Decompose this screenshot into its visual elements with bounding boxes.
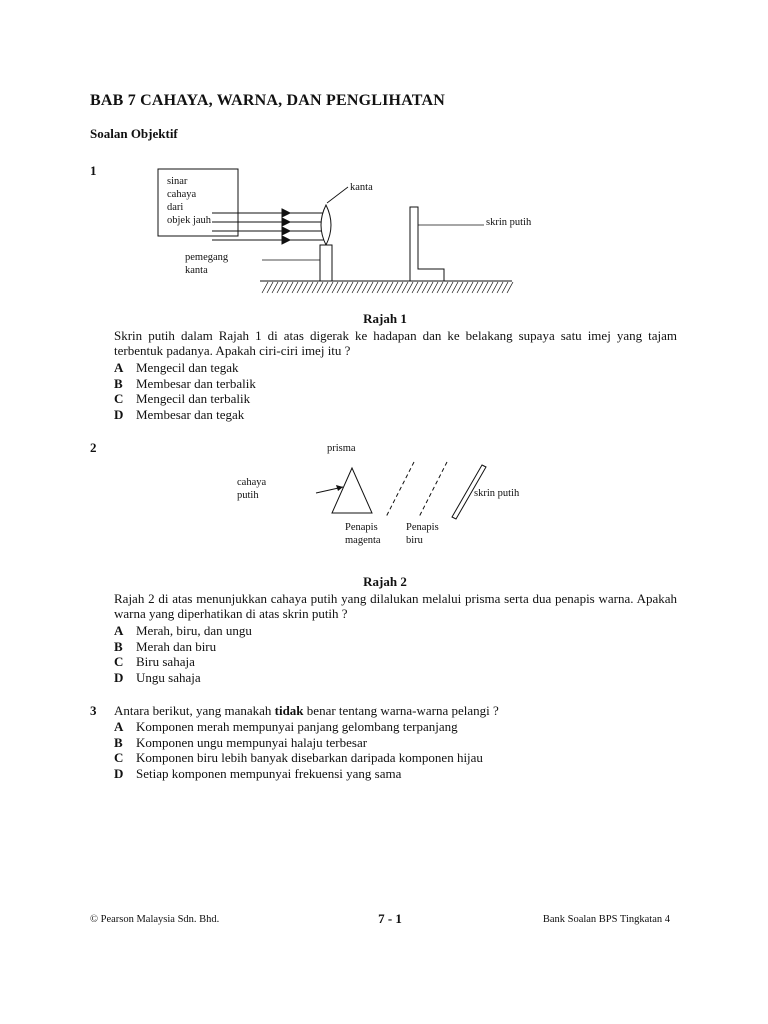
hatch-line — [407, 282, 413, 293]
hatch-line — [327, 282, 333, 293]
hatch-line — [312, 282, 318, 293]
lens-holder — [320, 245, 332, 281]
question-2-text: Rajah 2 di atas menunjukkan cahaya putih yang dilalukan melalui prisma serta dua penapis warna. Apakah warna yang diperhatikan di atas skrin putih ? — [114, 591, 677, 621]
hatch-line — [502, 282, 508, 293]
prism-label: prisma — [327, 443, 356, 454]
light-rays — [212, 209, 328, 244]
hatch-line — [337, 282, 343, 293]
hatch-line — [412, 282, 418, 293]
hatch-line — [342, 282, 348, 293]
hatch-line — [477, 282, 483, 293]
option-1d[interactable]: D Membesar dan tegak — [114, 406, 245, 422]
figure-2-caption: Rajah 2 — [363, 574, 407, 589]
option-1a[interactable]: A Mengecil dan tegak — [114, 360, 239, 375]
lens-label: kanta — [350, 182, 373, 193]
hatch-line — [352, 282, 358, 293]
hatch-line — [487, 282, 493, 293]
question-3-number: 3 — [90, 703, 97, 718]
option-2d[interactable]: D Ungu sahaja — [114, 669, 201, 685]
hatch-line — [427, 282, 433, 293]
figure-1-caption: Rajah 1 — [363, 311, 407, 326]
hatch-line — [422, 282, 428, 293]
screen-label-2: skrin putih — [474, 488, 520, 499]
hatch-line — [467, 282, 473, 293]
option-3a[interactable]: A Komponen merah mempunyai panjang gelombang terpanjang — [114, 719, 458, 734]
white-light-label: cahaya putih — [237, 477, 267, 501]
question-2-options — [114, 623, 252, 685]
question-1-options — [114, 360, 256, 422]
hatch-line — [357, 282, 363, 293]
blue-filter-label: Penapis biru — [406, 522, 439, 546]
hatch-line — [397, 282, 403, 293]
screen-shape — [410, 207, 444, 281]
hatch-line — [317, 282, 323, 293]
question-3-options — [114, 719, 483, 781]
hatch-line — [437, 282, 443, 293]
hatch-line — [372, 282, 378, 293]
hatch-line — [382, 282, 388, 293]
option-2b[interactable]: B Merah dan biru — [114, 638, 217, 654]
question-2-number: 2 — [90, 440, 97, 455]
question-1-text: Skrin putih dalam Rajah 1 di atas digerak ke hadapan dan ke belakang supaya satu imej yang tajam terbentuk padanya. Apakah ciri-ciri imej itu ? — [114, 328, 677, 358]
hatch-line — [462, 282, 468, 293]
hatch-line — [492, 282, 498, 293]
option-3d[interactable]: D Setiap komponen mempunyai frekuensi yang sama — [114, 765, 402, 781]
option-2c[interactable]: C Biru sahaja — [114, 654, 195, 669]
hatch-line — [262, 282, 268, 293]
hatch-line — [367, 282, 373, 293]
option-1c[interactable]: C Mengecil dan terbalik — [114, 391, 251, 406]
hatch-line — [472, 282, 478, 293]
option-1b[interactable]: B Membesar dan terbalik — [114, 375, 256, 391]
hatch-line — [447, 282, 453, 293]
hatch-line — [267, 282, 273, 293]
holder-label: pemegang kanta — [185, 252, 229, 276]
footer-copyright: © Pearson Malaysia Sdn. Bhd. — [90, 914, 220, 925]
footer-book-title: Bank Soalan BPS Tingkatan 4 — [542, 914, 670, 925]
ground-hatching — [262, 282, 513, 293]
hatch-line — [482, 282, 488, 293]
hatch-line — [347, 282, 353, 293]
option-3b[interactable]: B Komponen ungu mempunyai halaju terbesar — [114, 734, 368, 750]
hatch-line — [442, 282, 448, 293]
diagram-2 — [240, 455, 540, 555]
option-3c[interactable]: C Komponen biru lebih banyak disebarkan daripada komponen hijau — [114, 750, 483, 765]
page-title: BAB 7 CAHAYA, WARNA, DAN PENGLIHATAN — [90, 92, 445, 109]
hatch-line — [307, 282, 313, 293]
screen-label: skrin putih — [486, 217, 532, 228]
hatch-line — [387, 282, 393, 293]
box-label: sinar cahaya dari objek jauh — [167, 176, 212, 226]
hatch-line — [497, 282, 503, 293]
hatch-line — [287, 282, 293, 293]
hatch-line — [322, 282, 328, 293]
emphasis-not: tidak — [274, 703, 304, 718]
hatch-line — [417, 282, 423, 293]
hatch-line — [392, 282, 398, 293]
question-3-text: Antara berikut, yang manakah tidak benar tentang warna-warna pelangi ? — [114, 703, 499, 718]
hatch-line — [332, 282, 338, 293]
hatch-line — [302, 282, 308, 293]
hatch-line — [452, 282, 458, 293]
lens-shape — [321, 205, 331, 245]
hatch-line — [272, 282, 278, 293]
hatch-line — [507, 282, 513, 293]
page-number: 7 - 1 — [378, 911, 402, 926]
hatch-line — [297, 282, 303, 293]
hatch-line — [402, 282, 408, 293]
hatch-line — [432, 282, 438, 293]
hatch-line — [457, 282, 463, 293]
hatch-line — [282, 282, 288, 293]
magenta-filter-label: Penapis magenta — [345, 522, 381, 546]
hatch-line — [277, 282, 283, 293]
option-2a[interactable]: A Merah, biru, dan ungu — [114, 623, 252, 638]
question-1-number: 1 — [90, 163, 97, 178]
section-heading: Soalan Objektif — [90, 126, 178, 141]
hatch-line — [292, 282, 298, 293]
hatch-line — [377, 282, 383, 293]
hatch-line — [362, 282, 368, 293]
